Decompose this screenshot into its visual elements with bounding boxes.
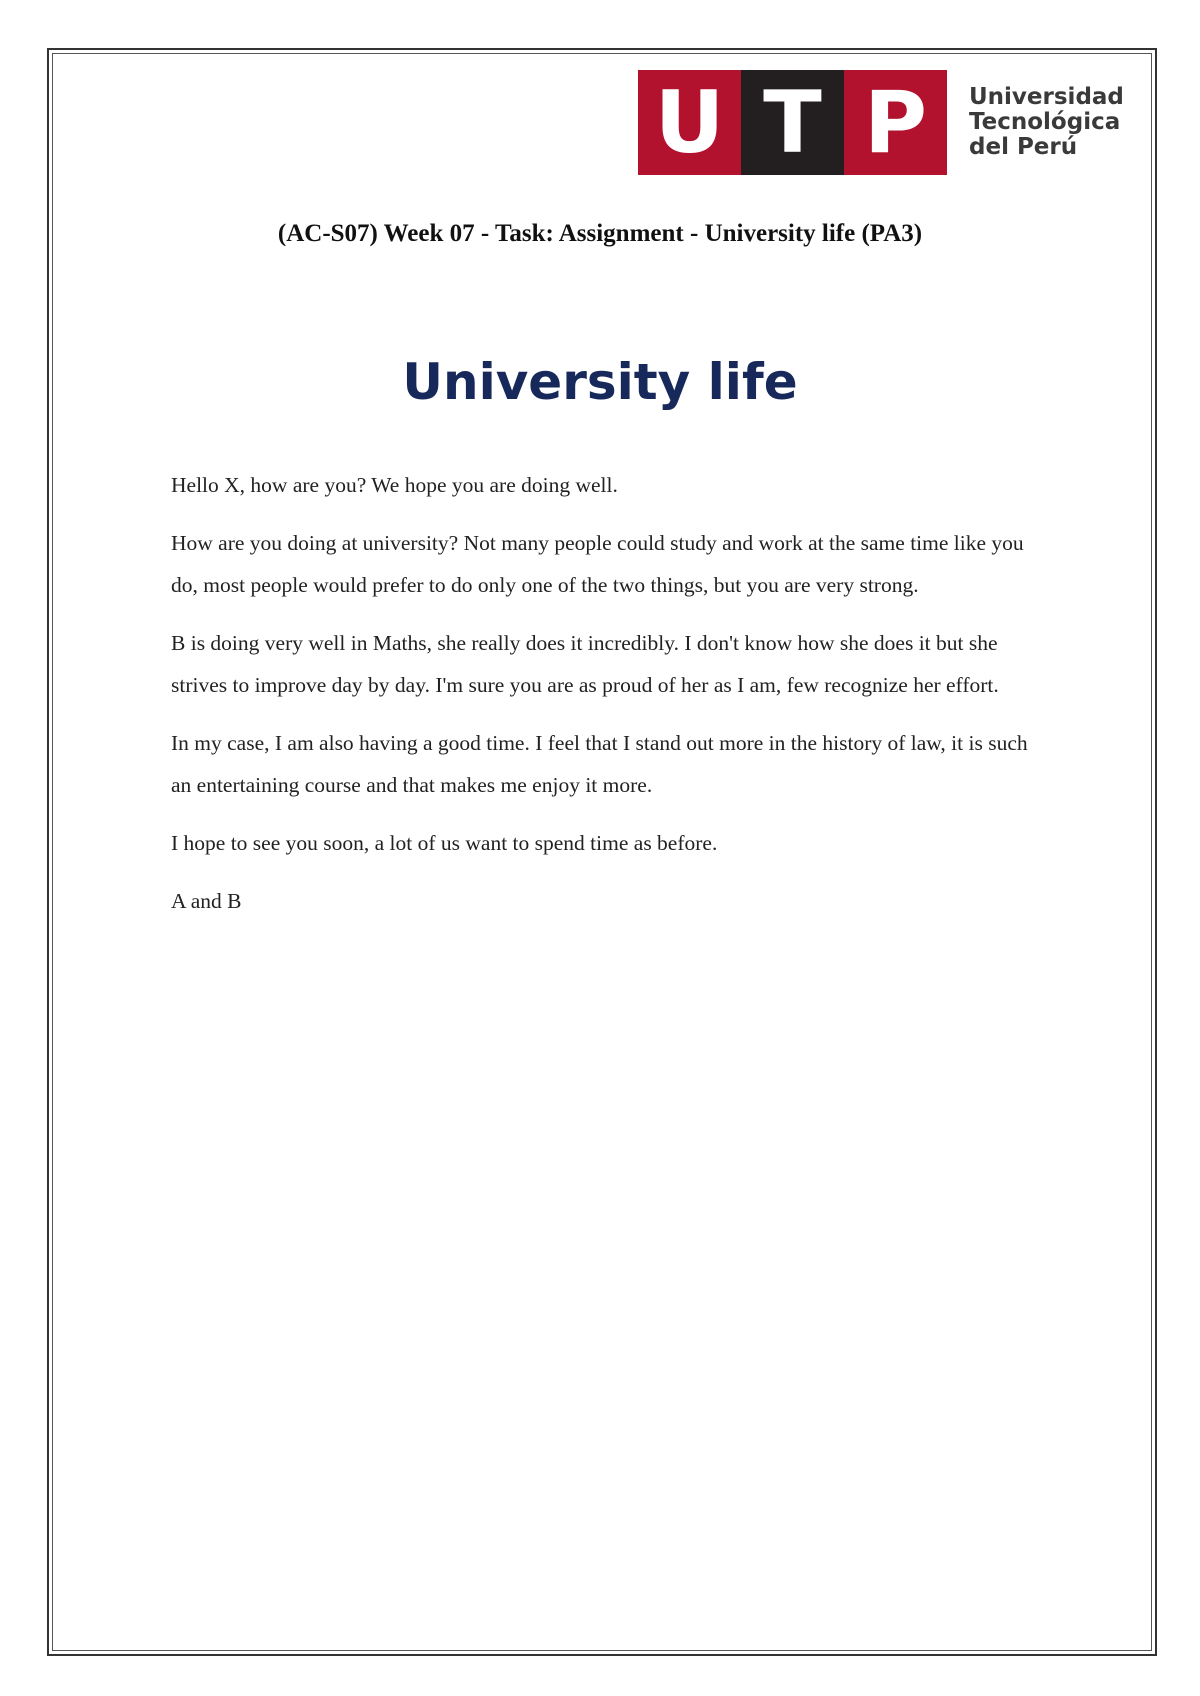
logo-letter-p: P: [844, 70, 947, 175]
logo-letter-blocks: [638, 70, 947, 175]
logo-wordmark-line-1: Universidad: [969, 84, 1124, 110]
task-title: (AC-S07) Week 07 - Task: Assignment - University life (PA3): [277, 220, 923, 247]
letter-signature: A and B: [171, 889, 242, 913]
logo-letter-t: T: [741, 70, 844, 175]
letter-paragraph: How are you doing at university? Not many people could study and work at the same time like you do, most people would prefer to do only one of the two things, but you are very strong.: [171, 531, 1024, 597]
logo-wordmark-line-2: Tecnológica: [969, 109, 1121, 135]
utp-logo: [638, 70, 1124, 175]
document-title: University life: [402, 353, 798, 411]
logo-wordmark: [969, 85, 1124, 160]
letter-paragraph: B is doing very well in Maths, she really does it incredibly. I don't know how she does it but she strives to improve day by day. I'm sure you are as proud of her as I am, few recognize her effort.: [171, 631, 999, 697]
letter-paragraph: I hope to see you soon, a lot of us want to spend time as before.: [171, 831, 718, 855]
logo-letter-u: U: [638, 70, 741, 175]
letter-body: [171, 464, 1051, 938]
letter-paragraph: In my case, I am also having a good time. I feel that I stand out more in the history of law, it is such an entertaining course and that makes me enjoy it more.: [171, 731, 1028, 797]
letter-paragraph: Hello X, how are you? We hope you are doing well.: [171, 473, 618, 497]
logo-wordmark-line-3: del Perú: [969, 134, 1078, 160]
